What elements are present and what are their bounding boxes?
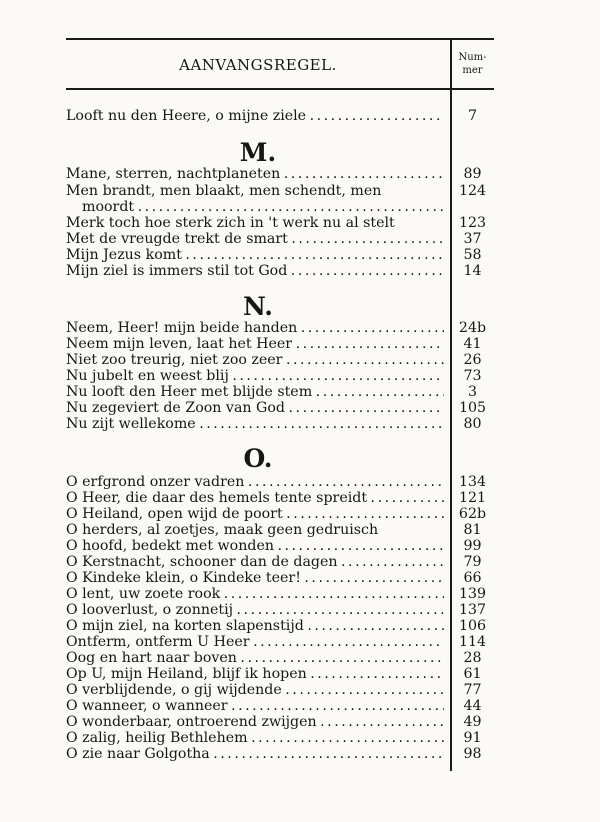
- entry-number: 137: [458, 602, 487, 618]
- entry-number: 44: [463, 698, 482, 714]
- entry-text: O Kindeke klein, o Kindeke teer! . . .: [66, 570, 444, 586]
- entry-text: Nu zegeviert de Zoon van God . . .: [66, 400, 444, 416]
- entry-text: O Kerstnacht, schooner dan de dagen . . .: [66, 554, 444, 570]
- entry-text: Mijn ziel is immers stil tot God . . .: [66, 263, 444, 279]
- index-entry: [66, 506, 494, 522]
- index-entry: [66, 490, 494, 506]
- entry-number: 121: [458, 490, 487, 506]
- index-entry: [66, 554, 494, 570]
- entry-number: 66: [463, 570, 482, 586]
- entry-text: Mane, sterren, nachtplaneten . . .: [66, 166, 444, 182]
- entry-text: Men brandt, men blaakt, men schendt, men: [66, 183, 382, 199]
- entry-number: 26: [463, 352, 482, 368]
- entry-number: 49: [463, 714, 482, 730]
- index-entry: [66, 183, 494, 199]
- entry-text: O verblijdende, o gij wijdende . . .: [66, 682, 444, 698]
- column-header-number-line2: mer: [462, 65, 483, 76]
- entry-number: 41: [463, 336, 482, 352]
- index-entry: [66, 698, 494, 714]
- entry-number: 14: [463, 263, 482, 279]
- entry-text: Merk toch hoe sterk zich in 't werk nu al stelt: [66, 215, 395, 231]
- entry-text: O herders, al zoetjes, maak geen gedruisch: [66, 522, 379, 538]
- entry-number: 123: [458, 215, 487, 231]
- entry-text: O wanneer, o wanneer . . .: [66, 698, 444, 714]
- index-entry: [66, 336, 494, 352]
- entry-text: O wonderbaar, ontroerend zwijgen . . .: [66, 714, 444, 730]
- entry-number: 24b: [458, 320, 487, 336]
- entry-text: Nu zijt wellekome . . .: [66, 416, 444, 432]
- entry-number: 98: [463, 746, 482, 762]
- index-entry: [66, 538, 494, 554]
- entry-number: 106: [458, 618, 487, 634]
- entry-number: 89: [463, 166, 482, 182]
- entry-number: 61: [463, 666, 482, 682]
- entry-text: O zie naar Golgotha . . .: [66, 746, 444, 762]
- entry-number: 124: [458, 183, 487, 199]
- index-entry: [66, 352, 494, 368]
- entry-text: Oog en hart naar boven . . .: [66, 650, 444, 666]
- entry-number: 62b: [458, 506, 487, 522]
- entry-text: O lent, uw zoete rook . . .: [66, 586, 444, 602]
- index-entry: [66, 263, 494, 279]
- entry-number: 139: [458, 586, 487, 602]
- column-header-number-line1: Num-: [458, 52, 487, 63]
- entry-number: 80: [463, 416, 482, 432]
- entry-text: Niet zoo treurig, niet zoo zeer . . .: [66, 352, 444, 368]
- index-entry: [66, 586, 494, 602]
- entry-text: O Heiland, open wijd de poort . . .: [66, 506, 444, 522]
- index-entry: [66, 231, 494, 247]
- entry-text: O erfgrond onzer vadren . . .: [66, 474, 444, 490]
- index-entry: [66, 666, 494, 682]
- entry-text: Op U, mijn Heiland, blijf ik hopen . . .: [66, 666, 444, 682]
- index-entry: [66, 416, 494, 432]
- column-header-first-line: AANVANGSREGEL.: [179, 56, 337, 74]
- entry-number: 99: [463, 538, 482, 554]
- index-entry: [66, 730, 494, 746]
- entry-text: Neem mijn leven, laat het Heer . . .: [66, 336, 444, 352]
- header-rule: [66, 88, 494, 90]
- index-entry: [66, 602, 494, 618]
- top-rule: [66, 38, 494, 40]
- index-entry: [66, 320, 494, 336]
- entry-text: Nu looft den Heer met blijde stem . . .: [66, 384, 444, 400]
- entry-number: 7: [467, 108, 478, 124]
- section-letter-m: M.: [239, 138, 277, 167]
- entry-number: 37: [463, 231, 482, 247]
- entry-number: 114: [458, 634, 487, 650]
- entry-text: moordt . . .: [82, 199, 444, 215]
- index-entry: [66, 618, 494, 634]
- entry-number: 3: [467, 384, 478, 400]
- index-entry: [66, 384, 494, 400]
- entry-number: 73: [463, 368, 482, 384]
- entry-text: O looverlust, o zonnetij . . .: [66, 602, 444, 618]
- entry-text: Nu jubelt en weest blij . . .: [66, 368, 444, 384]
- entry-text: O Heer, die daar des hemels tente spreidt . . .: [66, 490, 444, 506]
- index-entry: [66, 650, 494, 666]
- section-letter-o: O.: [243, 444, 273, 473]
- index-entry: [66, 682, 494, 698]
- index-entry: [66, 166, 494, 182]
- entry-text: O mijn ziel, na korten slapenstijd . . .: [66, 618, 444, 634]
- index-entry: [66, 570, 494, 586]
- index-entry: [66, 746, 494, 762]
- index-entry: [66, 474, 494, 490]
- index-entry: [66, 634, 494, 650]
- index-entry: [66, 215, 494, 231]
- index-entry: [66, 400, 494, 416]
- entry-text: Neem, Heer! mijn beide handen . . .: [66, 320, 444, 336]
- index-entry: [66, 247, 494, 263]
- section-letter-n: N.: [243, 292, 273, 321]
- entry-text: O zalig, heilig Bethlehem . . .: [66, 730, 444, 746]
- index-entry: [66, 522, 494, 538]
- entry-number: 105: [458, 400, 487, 416]
- entry-number: 28: [463, 650, 482, 666]
- entry-number: 81: [463, 522, 482, 538]
- index-entry-continuation: [66, 199, 494, 215]
- entry-number: 58: [463, 247, 482, 263]
- index-entry: [66, 108, 494, 124]
- column-header-number: [451, 51, 494, 77]
- entry-number: 79: [463, 554, 482, 570]
- entry-text: Met de vreugde trekt de smart . . .: [66, 231, 444, 247]
- entry-text: Mijn Jezus komt . . .: [66, 247, 444, 263]
- entry-number: 77: [463, 682, 482, 698]
- index-entry: [66, 714, 494, 730]
- entry-text: Ontferm, ontferm U Heer . . .: [66, 634, 444, 650]
- entry-number: 134: [458, 474, 487, 490]
- entry-number: 91: [463, 730, 482, 746]
- entry-text: O hoofd, bedekt met wonden . . .: [66, 538, 444, 554]
- entry-text: Looft nu den Heere, o mijne ziele . . .: [66, 108, 444, 124]
- index-entry: [66, 368, 494, 384]
